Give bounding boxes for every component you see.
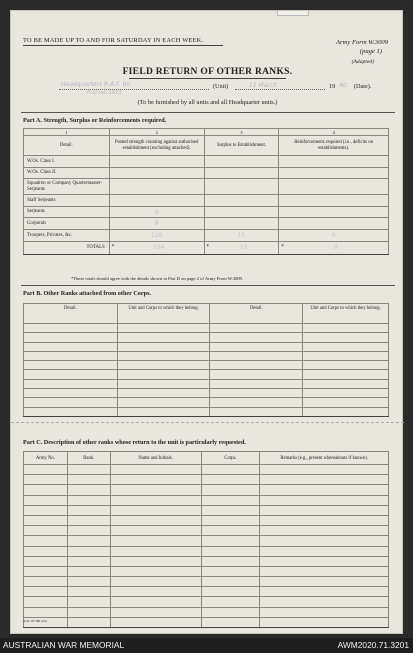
col-header-remarks: Remarks (e.g., present whereabouts if known). bbox=[260, 452, 389, 465]
totals-label: TOTALS bbox=[24, 241, 110, 254]
table-row bbox=[24, 218, 389, 230]
col-number: 3 bbox=[204, 129, 279, 136]
table-row bbox=[24, 556, 389, 566]
table-row bbox=[24, 485, 389, 495]
total-mark: * bbox=[281, 244, 284, 251]
unit-handwritten: Headquarters R.A.F. Bn bbox=[61, 81, 131, 88]
surplus-cell bbox=[204, 218, 279, 230]
totals-surplus-value: 15 bbox=[239, 244, 248, 252]
table-row bbox=[24, 179, 389, 195]
surplus-cell bbox=[204, 167, 279, 179]
posted-cell bbox=[109, 156, 204, 168]
table-row bbox=[24, 351, 389, 360]
col-number: 2 bbox=[109, 129, 204, 136]
reinf-cell bbox=[279, 218, 389, 230]
top-note-underline bbox=[23, 45, 223, 46]
top-note: TO BE MADE UP TO AND FOR SATURDAY IN EACH WEEK. bbox=[23, 37, 204, 44]
table-row bbox=[24, 505, 389, 515]
part-a-table bbox=[23, 128, 389, 255]
row-label: W.Os. Class II. bbox=[24, 167, 110, 179]
footer-bar bbox=[0, 638, 413, 653]
row-label: Squadron or Company Quartermaster-Serjeants bbox=[24, 179, 110, 195]
posted-cell bbox=[109, 167, 204, 179]
printer-note: A.W. 29 580 2/41 bbox=[23, 619, 48, 623]
date-label: (Date). bbox=[354, 83, 372, 90]
reinf-cell bbox=[279, 206, 389, 218]
totals-posted bbox=[109, 241, 204, 254]
part-b-heading: Part B. Other Ranks attached from other Corps. bbox=[23, 290, 152, 297]
col-header-unit-corps: Unit and Corps to which they belong. bbox=[303, 304, 389, 324]
row-label: Troopers, Privates, &c. bbox=[24, 229, 110, 241]
table-row bbox=[24, 495, 389, 505]
table-row bbox=[24, 361, 389, 370]
posted-cell: 8 bbox=[109, 218, 204, 230]
part-b-table bbox=[23, 303, 389, 417]
col-header-reinforcements: Reinforcements required (i.e., deficits on establishments). bbox=[279, 136, 389, 156]
table-row bbox=[24, 324, 389, 333]
adapted-note: (Adapted) bbox=[351, 59, 374, 65]
table-row bbox=[24, 546, 389, 556]
date-dotline bbox=[235, 89, 325, 90]
posted-cell: 8 bbox=[109, 206, 204, 218]
table-row bbox=[24, 370, 389, 379]
table-row bbox=[24, 597, 389, 607]
totals-reinf-value: 9 bbox=[333, 244, 338, 252]
table-row bbox=[24, 206, 389, 218]
table-row bbox=[24, 607, 389, 617]
table-row bbox=[24, 566, 389, 576]
posted-cell bbox=[109, 179, 204, 195]
part-c-heading: Part C. Description of other ranks whose return to the unit is particularly requested. bbox=[23, 439, 246, 446]
table-row bbox=[24, 577, 389, 587]
table-row bbox=[24, 526, 389, 536]
footer-institution: AUSTRALIAN WAR MEMORIAL bbox=[3, 640, 125, 650]
table-row bbox=[24, 333, 389, 342]
posted-cell: 128 bbox=[109, 229, 204, 241]
col-header-surplus: Surplus to Establishment. bbox=[204, 136, 279, 156]
table-row bbox=[24, 475, 389, 485]
col-header-detail: Detail. bbox=[24, 136, 110, 156]
reinf-cell bbox=[279, 167, 389, 179]
paper-clip-tab bbox=[277, 11, 309, 16]
surplus-cell bbox=[204, 195, 279, 207]
form-page-no: (page 1) bbox=[359, 47, 382, 55]
furnish-note: (To be furnished by all units and all Headquarter units.) bbox=[137, 99, 278, 106]
form-page bbox=[10, 10, 403, 634]
date-handwritten: 11 March bbox=[249, 82, 277, 89]
table-row bbox=[24, 536, 389, 546]
year-prefix: 19 bbox=[329, 83, 336, 90]
col-header-unit-corps: Unit and Corps to which they belong. bbox=[117, 304, 210, 324]
surplus-cell: 15 bbox=[204, 229, 279, 241]
table-row bbox=[24, 465, 389, 475]
reinf-cell bbox=[279, 195, 389, 207]
col-number: 1 bbox=[24, 129, 110, 136]
table-row bbox=[24, 229, 389, 241]
surplus-cell bbox=[204, 179, 279, 195]
part-c-table bbox=[23, 451, 389, 628]
part-b-top-rule bbox=[21, 285, 395, 286]
col-header-army-no: Army No. bbox=[24, 452, 68, 465]
part-a-footnote: *These totals should agree with the details shown in Part D on page 2 of Army Form W.3009. bbox=[71, 276, 244, 281]
form-number-block bbox=[336, 39, 388, 56]
form-number: Army Form W.3009 bbox=[336, 39, 388, 46]
total-mark: * bbox=[111, 244, 115, 251]
totals-posted-value: 134 bbox=[153, 244, 165, 252]
footer-accession-number: AWM2020.71.3201 bbox=[337, 640, 409, 650]
totals-reinf bbox=[279, 241, 389, 254]
unit-dotline bbox=[59, 89, 209, 90]
table-row bbox=[24, 195, 389, 207]
col-header-name: Name and Initials. bbox=[110, 452, 201, 465]
row-label: Corporals bbox=[24, 218, 110, 230]
unit-handwritten-sub: H.Q.ran.1913 bbox=[87, 90, 122, 96]
reinf-cell bbox=[279, 179, 389, 195]
table-row bbox=[24, 167, 389, 179]
row-label: Serjeants bbox=[24, 206, 110, 218]
reinf-cell: 9 bbox=[279, 229, 389, 241]
totals-surplus bbox=[204, 241, 279, 254]
year-handwritten: 40 bbox=[339, 82, 347, 89]
reinf-cell bbox=[279, 156, 389, 168]
row-label: W.Os. Class I. bbox=[24, 156, 110, 168]
table-row bbox=[24, 398, 389, 407]
page-title: FIELD RETURN OF OTHER RANKS. bbox=[122, 67, 293, 77]
total-mark: * bbox=[206, 244, 209, 251]
col-number: 4 bbox=[279, 129, 389, 136]
title-underline bbox=[129, 78, 286, 79]
surplus-cell bbox=[204, 156, 279, 168]
posted-cell bbox=[109, 195, 204, 207]
table-row bbox=[24, 379, 389, 388]
table-row bbox=[24, 407, 389, 416]
col-header-rank: Rank. bbox=[67, 452, 110, 465]
surplus-cell bbox=[204, 206, 279, 218]
row-label: Staff Serjeants bbox=[24, 195, 110, 207]
totals-row bbox=[24, 241, 389, 254]
col-header-detail: Detail. bbox=[24, 304, 118, 324]
col-header-posted: Posted strength counting against authorised establishment (excluding attached). bbox=[109, 136, 204, 156]
table-row bbox=[24, 342, 389, 351]
table-row bbox=[24, 515, 389, 525]
unit-label: (Unit) bbox=[213, 83, 229, 90]
col-header-detail: Detail. bbox=[210, 304, 303, 324]
table-row bbox=[24, 617, 389, 627]
table-row bbox=[24, 156, 389, 168]
part-a-heading: Part A. Strength, Surplus or Reinforcements required. bbox=[23, 117, 167, 124]
col-header-corps: Corps. bbox=[201, 452, 260, 465]
part-a-top-rule bbox=[21, 112, 395, 113]
table-row bbox=[24, 389, 389, 398]
perforation-line bbox=[11, 422, 404, 423]
table-row bbox=[24, 587, 389, 597]
